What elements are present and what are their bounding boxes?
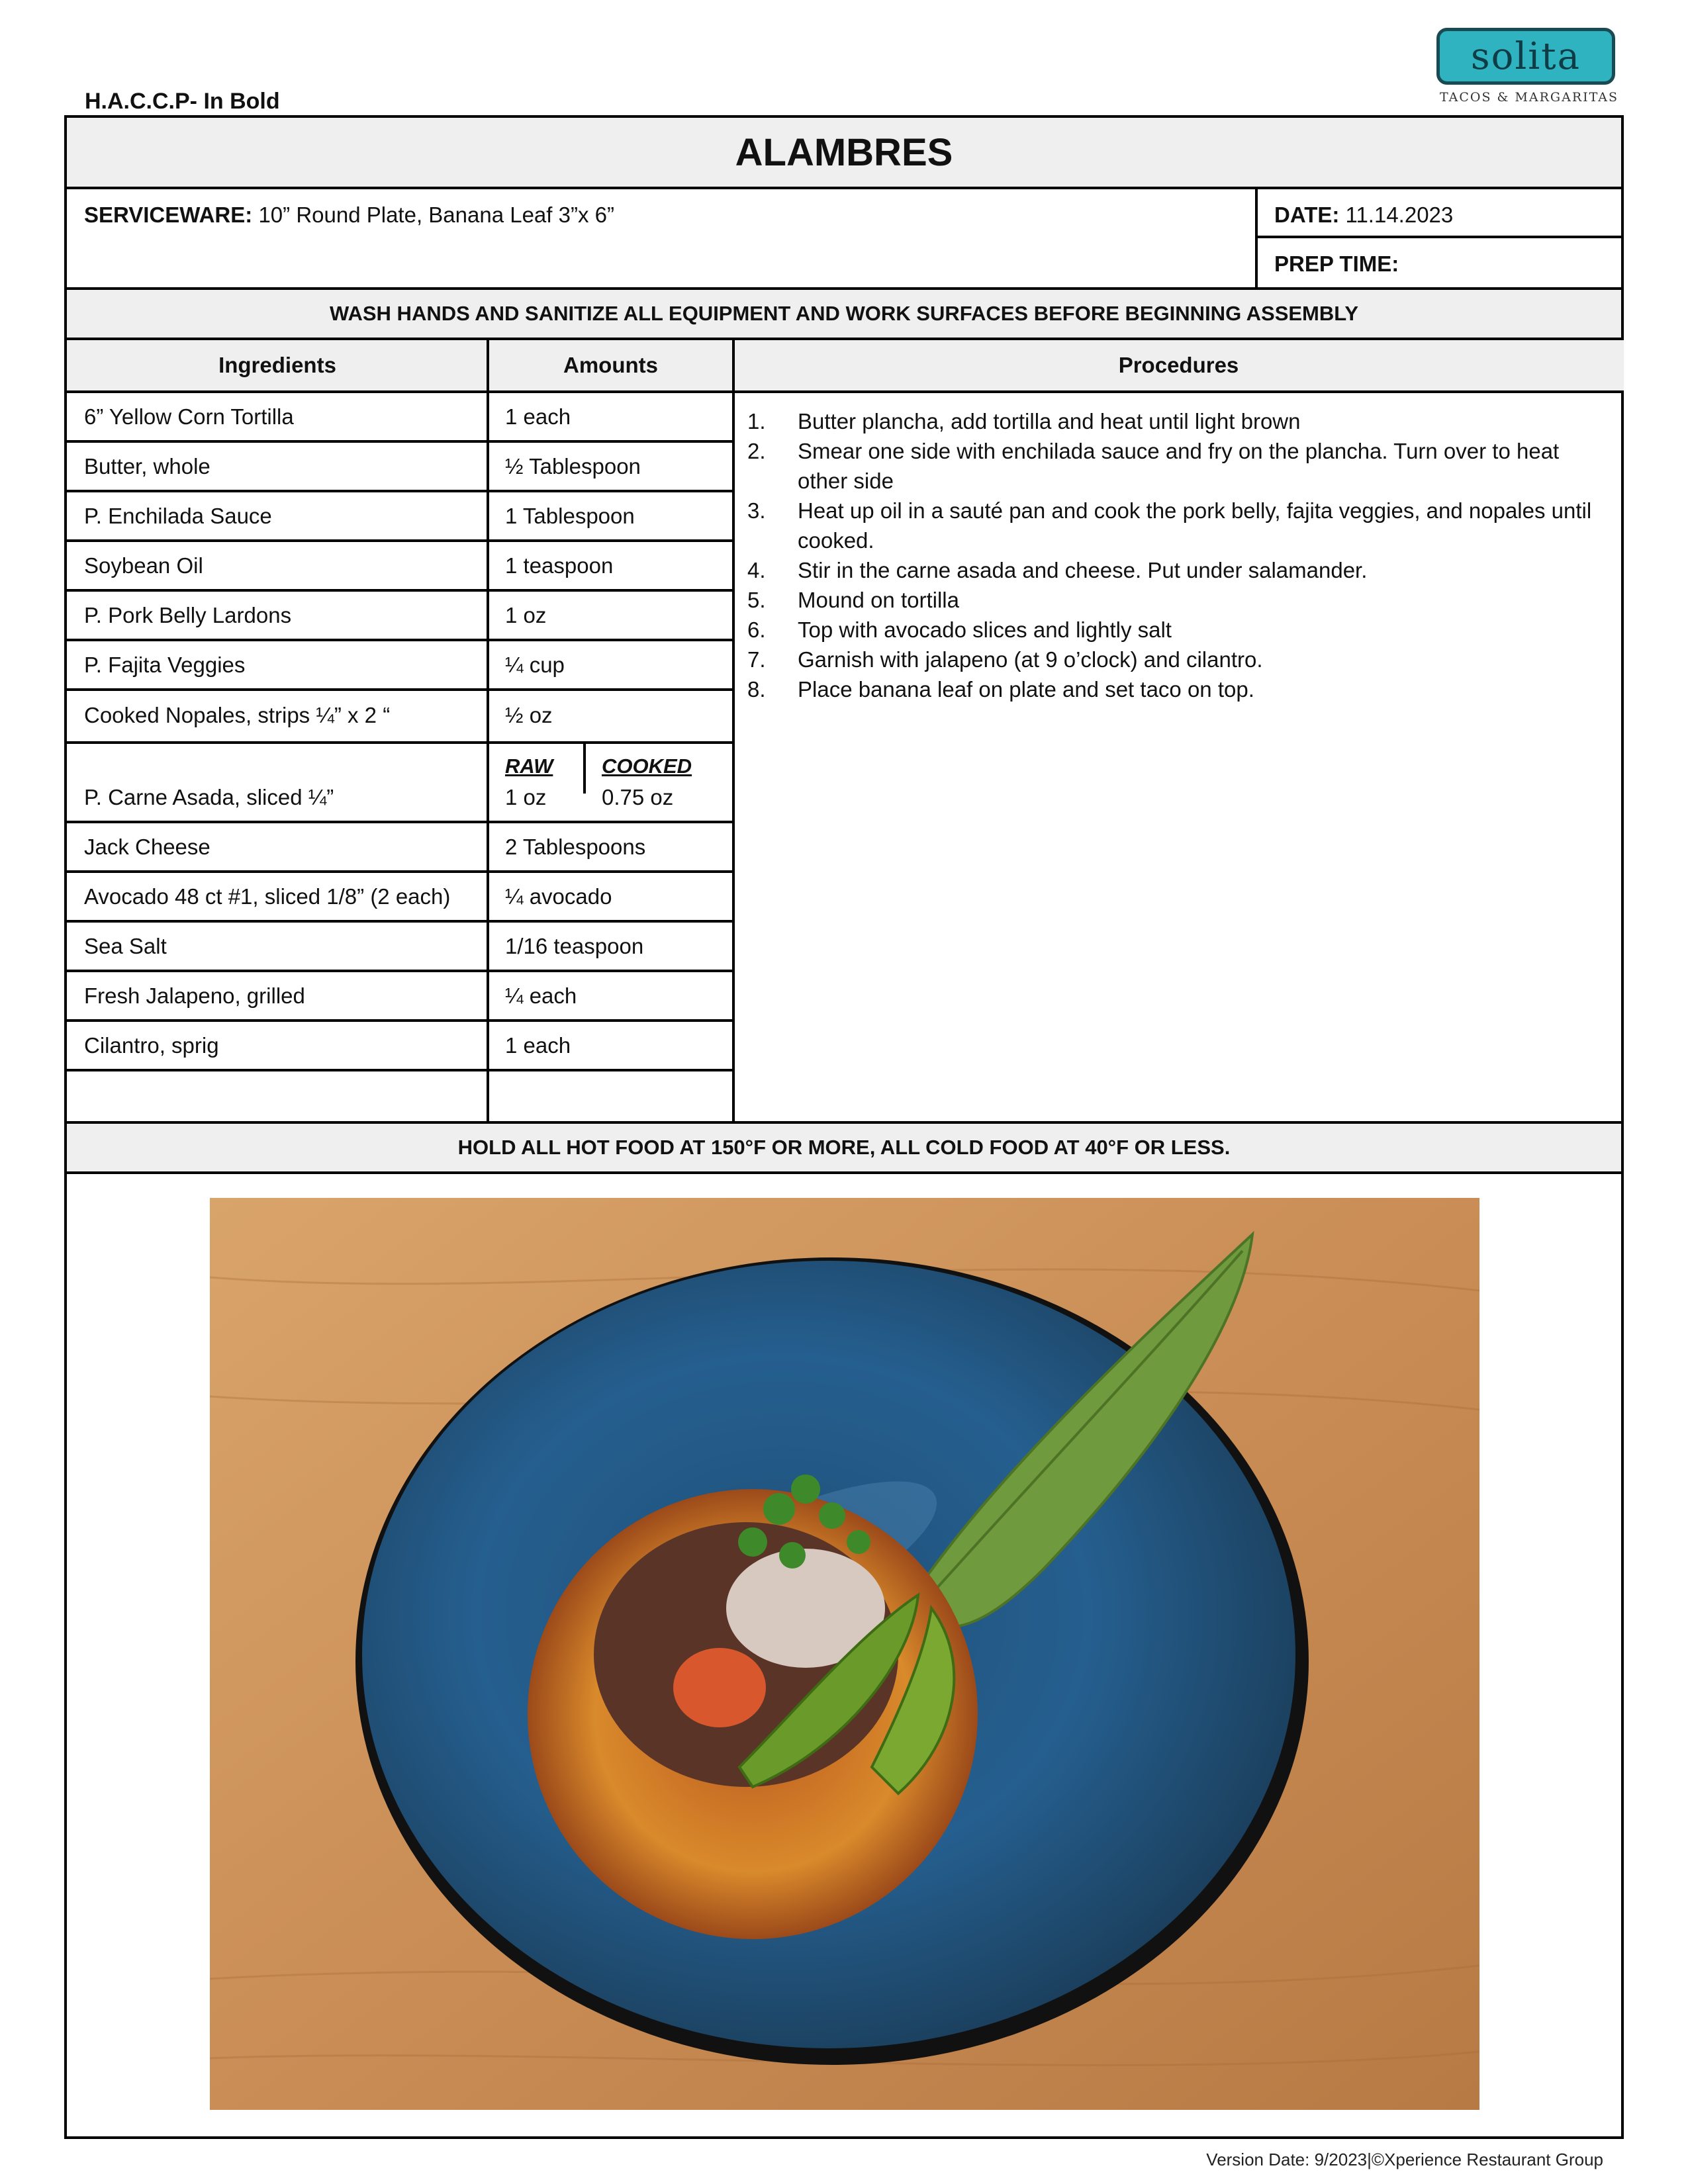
- ingredient-amount: ¼ each: [505, 983, 577, 1008]
- version-footer: Version Date: 9/2023|©Xperience Restaurant Group: [1206, 2150, 1603, 2169]
- table-row: [67, 592, 733, 641]
- date-field: [1274, 203, 1453, 228]
- date-label: DATE:: [1274, 203, 1340, 227]
- table-row-empty: [67, 1071, 733, 1121]
- table-row: [67, 823, 733, 873]
- recipe-sheet: [64, 115, 1624, 2139]
- logo-wordmark: solita: [1470, 34, 1581, 78]
- table-row: [67, 744, 733, 823]
- ingredient-amount: ½ oz: [505, 703, 553, 727]
- ingredient-amount: 1 teaspoon: [505, 553, 614, 578]
- ingredient-amount: ¼ cup: [505, 653, 565, 677]
- table-row: [67, 393, 733, 443]
- procedure-step: [747, 555, 1608, 585]
- serviceware-label: SERVICEWARE:: [84, 203, 253, 227]
- table-row: [67, 923, 733, 972]
- procedure-step: [747, 645, 1608, 674]
- step-number: 5.: [747, 588, 766, 612]
- ingredient-name: P. Fajita Veggies: [84, 653, 246, 677]
- date-value: 11.14.2023: [1345, 203, 1454, 227]
- hold-temperature-banner: HOLD ALL HOT FOOD AT 150°F OR MORE, ALL COLD FOOD AT 40°F OR LESS.: [67, 1121, 1621, 1174]
- step-text: Garnish with jalapeno (at 9 o’clock) and cilantro.: [798, 647, 1263, 672]
- logo-badge: [1436, 28, 1615, 85]
- ingredient-name: Fresh Jalapeno, grilled: [84, 983, 305, 1008]
- step-number: 7.: [747, 647, 766, 672]
- step-text: Heat up oil in a sauté pan and cook the pork belly, fajita veggies, and nopales until cooked.: [798, 498, 1592, 553]
- dish-photo: [210, 1198, 1479, 2110]
- procedures-header: Procedures: [733, 340, 1624, 393]
- procedure-step: [747, 585, 1608, 615]
- step-number: 3.: [747, 498, 766, 523]
- step-text: Mound on tortilla: [798, 588, 959, 612]
- ingredient-name: Cilantro, sprig: [84, 1033, 219, 1058]
- ingredient-name: P. Pork Belly Lardons: [84, 603, 292, 627]
- ingredient-name: Butter, whole: [84, 454, 211, 478]
- serviceware-field: [84, 203, 614, 228]
- procedure-step: [747, 406, 1608, 436]
- cooked-amount: 0.75 oz: [602, 785, 674, 809]
- ingredient-amount: 1 each: [505, 1033, 571, 1058]
- ingredient-amount: 1 oz: [505, 603, 547, 627]
- cooked-label: COOKED: [602, 754, 692, 778]
- step-text: Stir in the carne asada and cheese. Put under salamander.: [798, 558, 1368, 582]
- ingredient-name: Avocado 48 ct #1, sliced 1/8” (2 each): [84, 884, 451, 909]
- step-number: 6.: [747, 617, 766, 642]
- info-row-divider: [1256, 236, 1624, 238]
- solita-logo: [1436, 28, 1622, 105]
- table-row: [67, 691, 733, 744]
- ingredient-name: P. Carne Asada, sliced ¼”: [84, 785, 334, 809]
- step-text: Butter plancha, add tortilla and heat until light brown: [798, 409, 1301, 433]
- ingredient-name: 6” Yellow Corn Tortilla: [84, 404, 294, 429]
- raw-label: RAW: [505, 754, 553, 778]
- raw-amount: 1 oz: [505, 785, 547, 809]
- ingredient-amount: ½ Tablespoon: [505, 454, 641, 478]
- procedure-step: [747, 496, 1608, 555]
- ingredient-amount: 2 Tablespoons: [505, 835, 646, 859]
- step-text: Smear one side with enchilada sauce and fry on the plancha. Turn over to heat other side: [798, 439, 1560, 493]
- table-row: [67, 542, 733, 592]
- ingredient-name: Soybean Oil: [84, 553, 203, 578]
- ingredient-amount: 1 Tablespoon: [505, 504, 635, 528]
- step-text: Place banana leaf on plate and set taco on top.: [798, 677, 1254, 702]
- procedure-step: [747, 436, 1608, 496]
- table-row: [67, 492, 733, 542]
- table-row: [67, 641, 733, 691]
- prep-time-field: [1274, 251, 1399, 277]
- serviceware-value: 10” Round Plate, Banana Leaf 3”x 6”: [258, 203, 614, 227]
- ingredient-amount: 1/16 teaspoon: [505, 934, 644, 958]
- step-number: 4.: [747, 558, 766, 582]
- haccp-note: H.A.C.C.P- In Bold: [85, 89, 280, 114]
- grilled-jalapeno: [673, 1648, 766, 1727]
- ingredient-name: P. Enchilada Sauce: [84, 504, 272, 528]
- step-number: 1.: [747, 409, 766, 433]
- amounts-header: Amounts: [488, 340, 733, 393]
- step-number: 8.: [747, 677, 766, 702]
- ingredient-name: Cooked Nopales, strips ¼” x 2 “: [84, 703, 391, 727]
- recipe-title: ALAMBRES: [67, 118, 1621, 189]
- logo-tagline: TACOS & MARGARITAS: [1439, 90, 1619, 105]
- ingredient-amount: 1 each: [505, 404, 571, 429]
- wash-banner: WASH HANDS AND SANITIZE ALL EQUIPMENT AND WORK SURFACES BEFORE BEGINNING ASSEMBLY: [67, 287, 1621, 340]
- procedure-step: [747, 615, 1608, 645]
- dish-photo-illustration: [210, 1198, 1479, 2110]
- info-divider: [1255, 189, 1258, 287]
- step-number: 2.: [747, 439, 766, 463]
- ingredient-name: Sea Salt: [84, 934, 167, 958]
- procedure-step: [747, 674, 1608, 704]
- table-row: [67, 873, 733, 923]
- table-row: [67, 1022, 733, 1071]
- prep-time-label: PREP TIME:: [1274, 251, 1399, 276]
- ingredients-header: Ingredients: [67, 340, 488, 393]
- table-row: [67, 443, 733, 492]
- ingredient-name: Jack Cheese: [84, 835, 211, 859]
- ingredient-amount: ¼ avocado: [505, 884, 612, 909]
- step-text: Top with avocado slices and lightly salt: [798, 617, 1172, 642]
- table-row: [67, 972, 733, 1022]
- procedures-list: [747, 406, 1608, 704]
